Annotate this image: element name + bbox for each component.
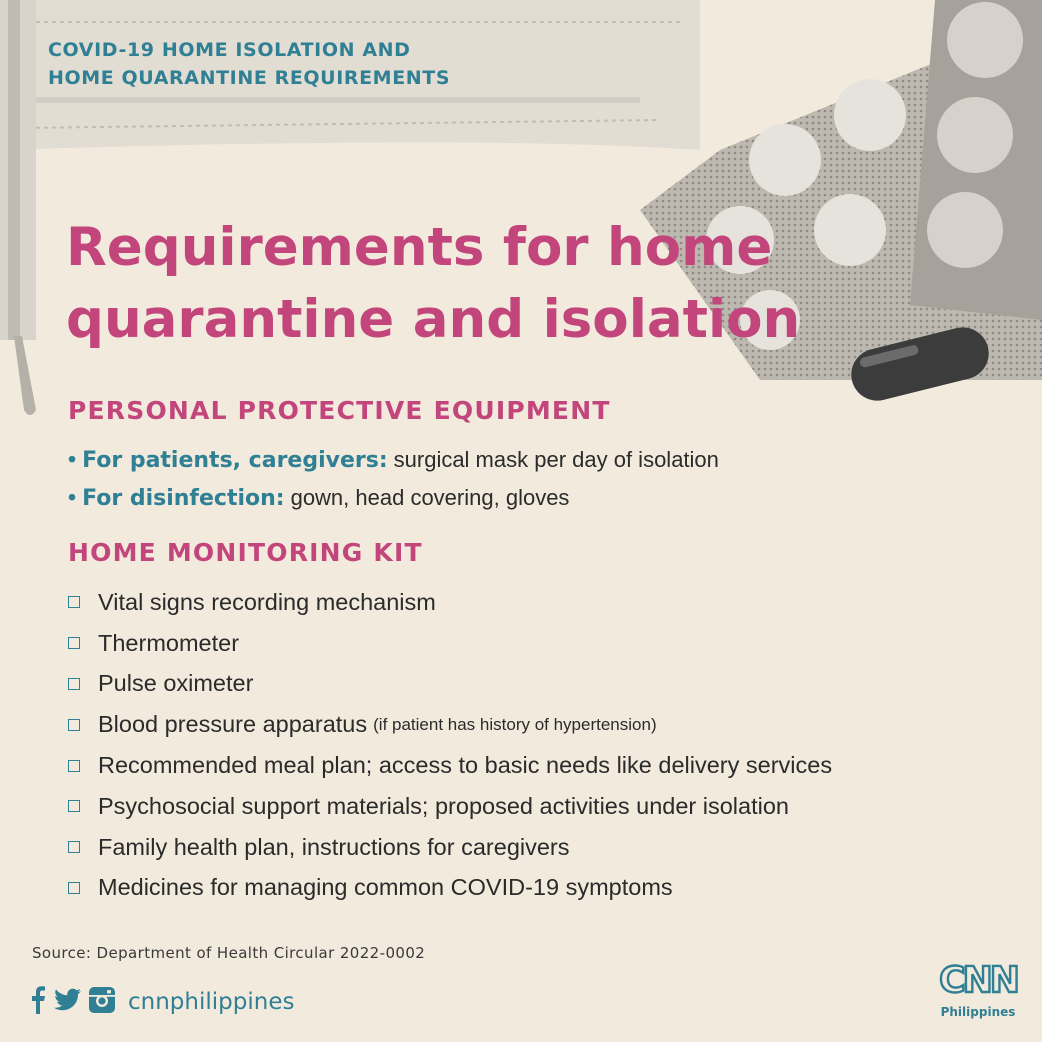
kit-item-text: Blood pressure apparatus — [98, 711, 368, 738]
kit-item — [68, 582, 832, 623]
page-title-line-1: Requirements for home — [66, 217, 773, 278]
kit-item — [68, 786, 832, 827]
ppe-item — [68, 440, 719, 478]
checkbox-icon — [68, 637, 80, 649]
ppe-item — [68, 478, 719, 516]
thermometer-image — [0, 0, 36, 415]
checkbox-icon — [68, 800, 80, 812]
checkbox-icon — [68, 882, 80, 894]
header-title — [48, 36, 450, 92]
kit-item — [68, 745, 832, 786]
ppe-item-label: For disinfection: — [82, 486, 285, 511]
checkbox-icon — [68, 841, 80, 853]
page-title-line-2: quarantine and isolation — [66, 289, 801, 350]
kit-item-text: Medicines for managing common COVID-19 symptoms — [98, 874, 673, 901]
social-handle[interactable]: cnnphilippines — [128, 989, 295, 1015]
pill-strip-image — [910, 0, 1042, 320]
kit-item-note: (if patient has history of hypertension) — [373, 714, 657, 734]
kit-item — [68, 868, 832, 909]
ppe-item-label: For patients, caregivers: — [82, 448, 388, 473]
kit-item-text: Vital signs recording mechanism — [98, 588, 436, 615]
checkbox-icon — [68, 760, 80, 772]
checkbox-icon — [68, 678, 80, 690]
ppe-heading: PERSONAL PROTECTIVE EQUIPMENT — [68, 396, 611, 425]
cnn-logo-icon — [936, 958, 1020, 998]
bullet-icon: • — [68, 484, 77, 510]
bullet-icon: • — [68, 446, 77, 472]
ppe-list — [68, 440, 719, 516]
instagram-icon[interactable] — [88, 986, 116, 1019]
social-bar — [30, 984, 294, 1020]
ppe-item-text: gown, head covering, gloves — [290, 485, 570, 510]
kit-item-text: Thermometer — [98, 629, 240, 656]
kit-heading: HOME MONITORING KIT — [68, 538, 423, 567]
kit-item — [68, 827, 832, 868]
kit-item-text: Psychosocial support materials; proposed activities under isolation — [98, 792, 789, 819]
header-title-line-1: COVID-19 HOME ISOLATION AND — [48, 39, 411, 61]
kit-item — [68, 704, 832, 745]
kit-item-text: Recommended meal plan; access to basic needs like delivery services — [98, 752, 833, 779]
source-note: Source: Department of Health Circular 2022-0002 — [32, 944, 426, 962]
svg-text:CNN: CNN — [939, 960, 1017, 998]
kit-item — [68, 664, 832, 705]
checkbox-icon — [68, 596, 80, 608]
kit-item — [68, 623, 832, 664]
twitter-icon[interactable] — [52, 988, 82, 1017]
checkbox-icon — [68, 719, 80, 731]
page-title — [66, 212, 886, 356]
kit-item-text: Family health plan, instructions for caregivers — [98, 833, 570, 860]
cnn-philippines-logo — [936, 958, 1020, 1019]
header-title-line-2: HOME QUARANTINE REQUIREMENTS — [48, 67, 451, 89]
kit-item-text: Pulse oximeter — [98, 670, 254, 697]
cnn-logo-subtitle: Philippines — [940, 1005, 1016, 1019]
ppe-item-text: surgical mask per day of isolation — [393, 447, 719, 472]
facebook-icon[interactable] — [30, 986, 46, 1019]
kit-checklist — [68, 582, 832, 908]
